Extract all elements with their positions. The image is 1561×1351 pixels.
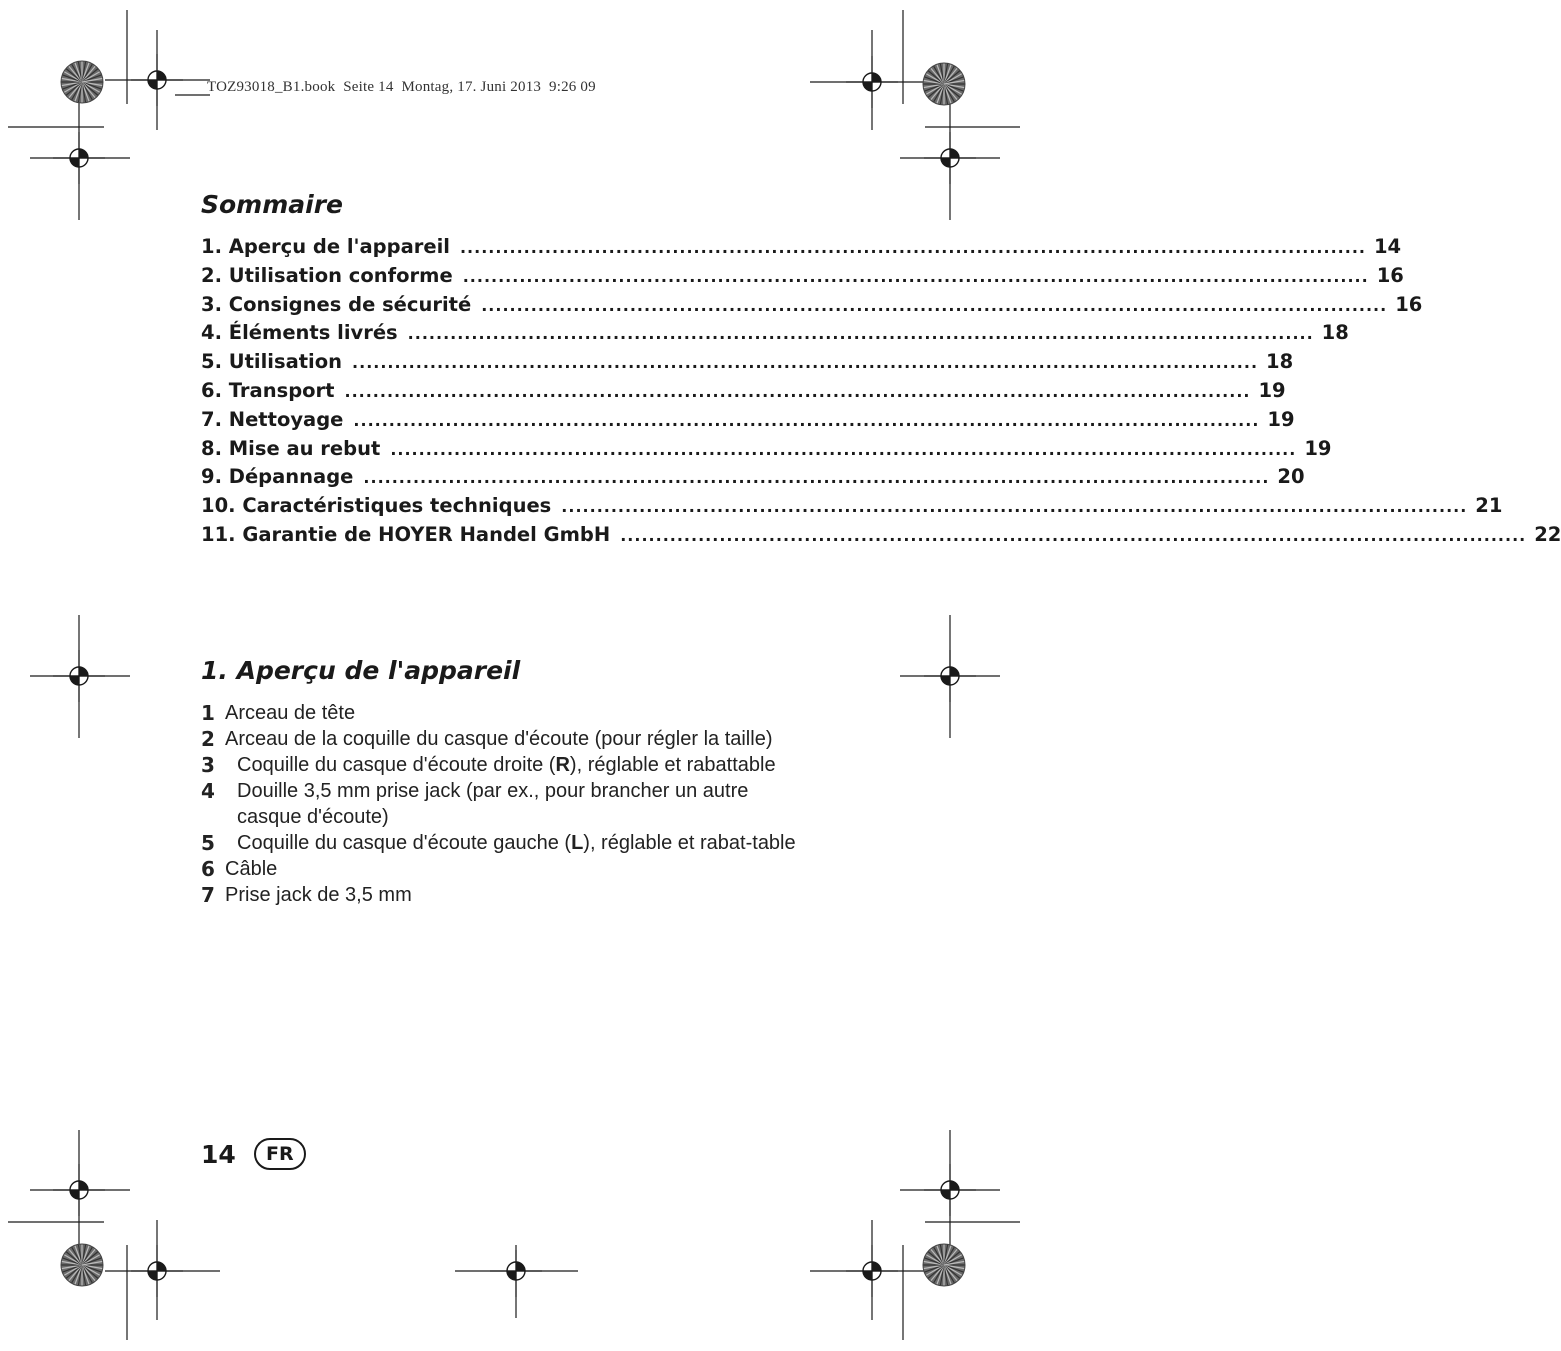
part-text-before: Coquille du casque d'écoute droite ( <box>237 754 556 776</box>
page-footer <box>201 1138 306 1170</box>
part-description: Prise jack de 3,5 mm <box>225 884 412 906</box>
part-description: Câble <box>225 858 278 880</box>
part-description <box>237 754 776 776</box>
toc-entry[interactable] <box>201 465 1305 494</box>
toc-entry-label: 10. Caractéristiques techniques <box>201 494 552 518</box>
side-marker-right: R <box>555 754 570 776</box>
toc-leader: ................................................................................................................................ <box>390 439 1297 459</box>
toc-entry-label: 1. Aperçu de l'appareil <box>201 235 450 258</box>
part-item <box>201 778 801 830</box>
registration-quadrant <box>941 676 950 685</box>
registration-quadrant <box>157 71 166 80</box>
toc-leader: ................................................................................................................................ <box>353 410 1260 430</box>
part-description: Arceau de la coquille du casque d'écoute (pour régler la taille) <box>225 728 773 750</box>
registration-quadrant <box>157 1262 166 1271</box>
part-description <box>237 832 796 854</box>
part-item <box>201 700 801 726</box>
toc-entry[interactable] <box>201 235 1402 264</box>
side-marker-left: L <box>571 832 584 854</box>
part-number: 1 <box>201 701 215 725</box>
toc-title: Sommaire <box>201 190 344 219</box>
toc-entry-label: 11. Garantie de HOYER Handel GmbH <box>201 522 611 546</box>
part-number: 4 <box>201 779 215 803</box>
toc-leader: ................................................................................................................................ <box>407 324 1314 344</box>
section-title: 1. Aperçu de l'appareil <box>201 656 521 685</box>
registration-quadrant <box>148 1271 157 1280</box>
toc-entry[interactable] <box>201 407 1295 437</box>
toc-leader: ................................................................................................................................ <box>462 266 1369 286</box>
toc-entry-page: 19 <box>1258 378 1286 402</box>
part-item <box>201 882 801 908</box>
registration-quadrant <box>941 158 950 167</box>
toc-entry[interactable] <box>201 292 1423 322</box>
registration-quadrant <box>507 1271 516 1280</box>
toc-entry-label: 8. Mise au rebut <box>201 436 381 460</box>
toc-entry[interactable] <box>201 350 1294 379</box>
part-number: 2 <box>201 727 215 751</box>
toc-entry-page: 14 <box>1373 235 1402 258</box>
registration-quadrant <box>148 80 157 89</box>
registration-quadrant <box>950 149 959 158</box>
page-number: 14 <box>201 1139 236 1169</box>
toc-entry-page: 19 <box>1267 407 1295 431</box>
toc-entry[interactable] <box>201 522 1561 552</box>
registration-quadrant <box>950 1181 959 1190</box>
registration-quadrant <box>950 667 959 676</box>
part-number: 3 <box>201 753 215 777</box>
toc-entry-label: 6. Transport <box>201 378 335 402</box>
toc-entry-label: 4. Éléments livrés <box>201 321 398 345</box>
registration-quadrant <box>872 73 881 82</box>
print-header: TOZ93018_B1.book Seite 14 Montag, 17. Juni 2013 9:26 09 <box>207 79 596 95</box>
parts-list <box>201 700 801 908</box>
toc-entry-page: 16 <box>1376 263 1404 287</box>
registration-quadrant <box>70 1190 79 1199</box>
toc-entry[interactable] <box>201 494 1503 523</box>
part-text-before: Coquille du casque d'écoute gauche ( <box>237 832 572 854</box>
toc-leader: ................................................................................................................................ <box>459 238 1366 257</box>
registration-quadrant <box>516 1262 525 1271</box>
part-number: 5 <box>201 831 215 855</box>
part-item <box>201 830 801 856</box>
registration-quadrant <box>70 676 79 685</box>
part-number: 7 <box>201 883 215 907</box>
toc-entry-page: 21 <box>1475 494 1503 518</box>
toc-leader: ................................................................................................................................ <box>363 468 1270 488</box>
toc-entry-page: 18 <box>1266 350 1294 374</box>
registration-quadrant <box>79 667 88 676</box>
registration-quadrant <box>863 82 872 91</box>
part-number: 6 <box>201 857 215 881</box>
language-badge: FR <box>254 1138 306 1170</box>
toc-entry-label: 9. Dépannage <box>201 465 354 489</box>
toc-leader: ................................................................................................................................ <box>344 381 1251 401</box>
registration-quadrant <box>872 1262 881 1271</box>
toc-entry-label: 5. Utilisation <box>201 350 343 374</box>
toc-entry-page: 22 <box>1534 522 1561 546</box>
toc-entry[interactable] <box>201 378 1286 408</box>
registration-quadrant <box>941 1190 950 1199</box>
part-item <box>201 752 801 778</box>
toc-entry-label: 7. Nettoyage <box>201 407 344 431</box>
toc-entry-page: 19 <box>1304 436 1332 460</box>
toc-entry-label: 3. Consignes de sécurité <box>201 292 472 316</box>
toc-entry-page: 20 <box>1277 465 1305 489</box>
toc-leader: ................................................................................................................................ <box>481 295 1388 315</box>
toc-leader: ................................................................................................................................ <box>620 525 1527 545</box>
toc-entry[interactable] <box>201 263 1404 293</box>
part-description: Douille 3,5 mm prise jack (par ex., pour brancher un autre casque d'écoute) <box>237 780 749 828</box>
part-item <box>201 856 801 882</box>
toc-entry[interactable] <box>201 321 1349 350</box>
toc-leader: ................................................................................................................................ <box>561 497 1468 517</box>
registration-quadrant <box>70 158 79 167</box>
toc-entry-page: 18 <box>1321 321 1349 345</box>
toc-entry[interactable] <box>201 436 1332 466</box>
part-text-after: ), réglable et rabat-table <box>583 832 796 854</box>
registration-quadrant <box>79 1181 88 1190</box>
registration-quadrant <box>79 149 88 158</box>
part-text-after: ), réglable et rabattable <box>569 754 776 776</box>
toc-entry-label: 2. Utilisation conforme <box>201 263 453 287</box>
part-item <box>201 726 801 752</box>
table-of-contents <box>201 235 1561 552</box>
toc-entry-page: 16 <box>1395 292 1423 316</box>
registration-quadrant <box>863 1271 872 1280</box>
toc-leader: ................................................................................................................................ <box>352 353 1259 373</box>
part-description: Arceau de tête <box>225 702 356 724</box>
